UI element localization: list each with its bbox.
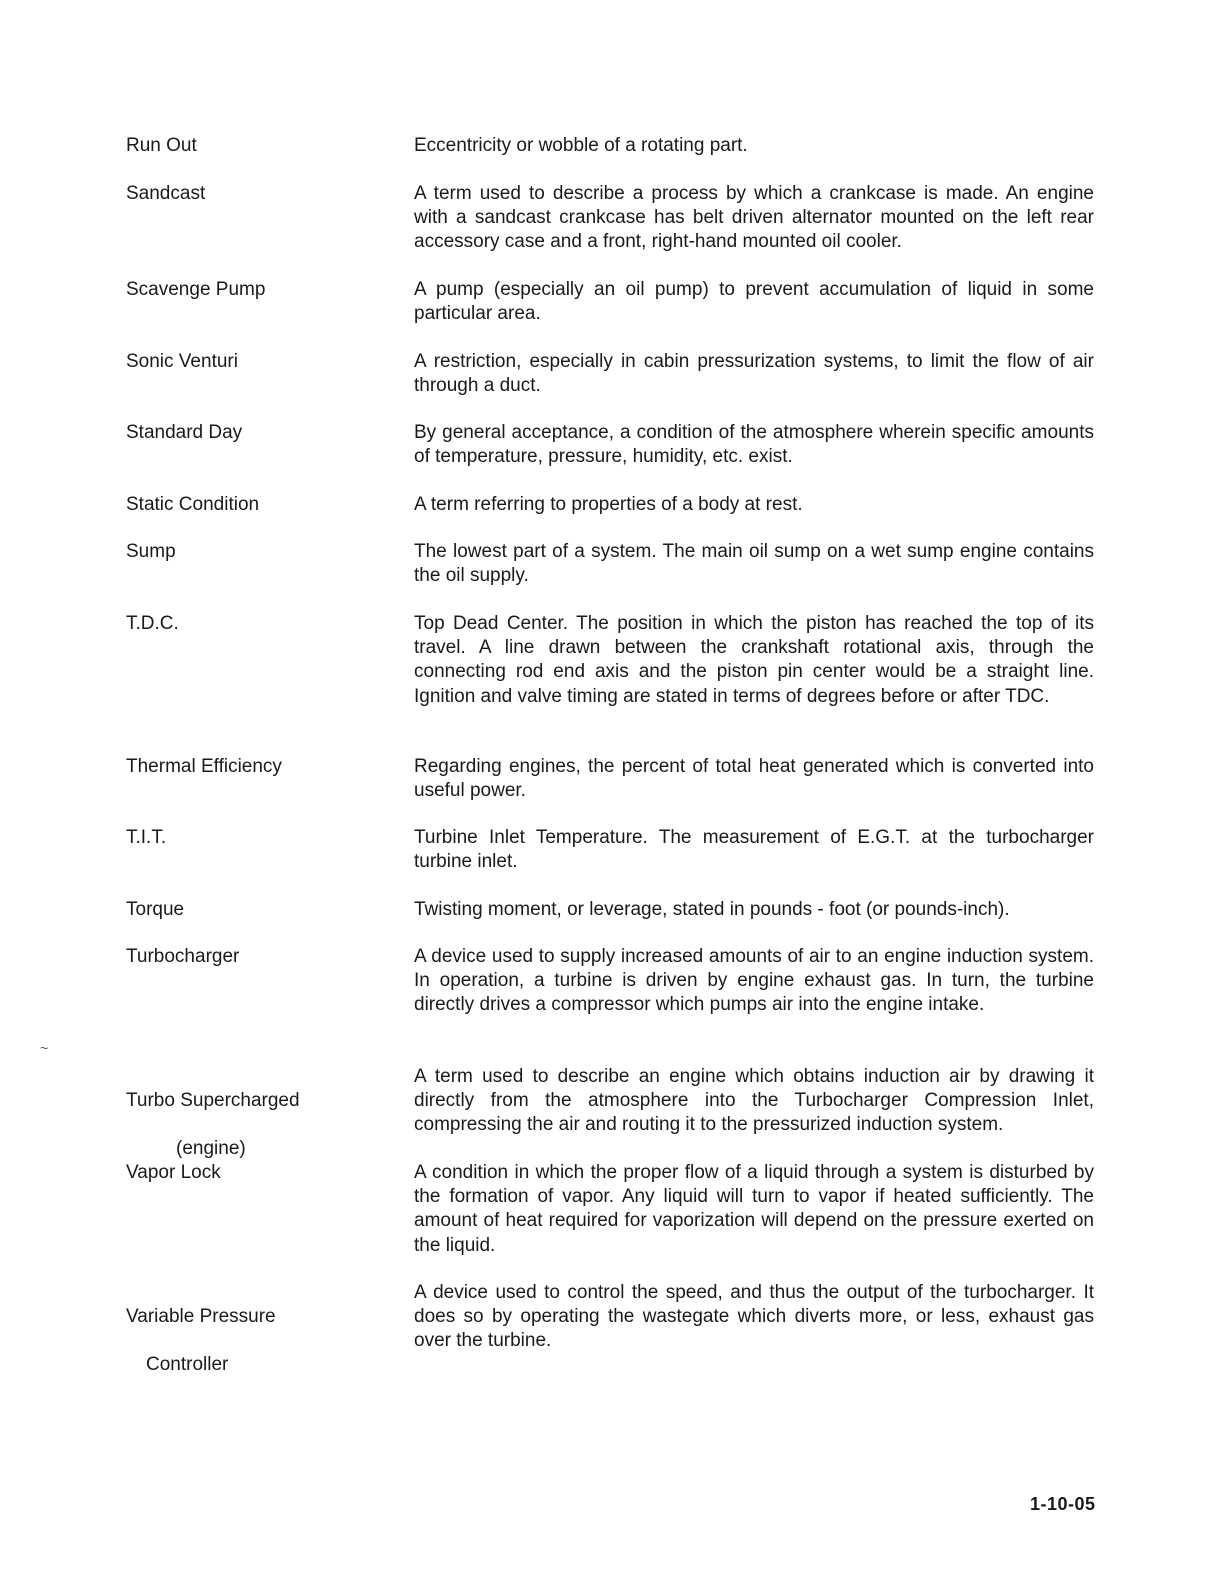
glossary-term: T.D.C.	[126, 613, 179, 634]
glossary-term: Sonic Venturi	[126, 351, 238, 372]
stray-mark: ~	[40, 1040, 49, 1056]
glossary-definition: A pump (especially an oil pump) to prevent accumulation of liquid in some particular area.	[414, 279, 1094, 325]
glossary-definition: Turbine Inlet Temperature. The measurement of E.G.T. at the turbocharger turbine inlet.	[414, 827, 1094, 873]
glossary-term: T.I.T.	[126, 827, 167, 848]
glossary-definition: By general acceptance, a condition of the atmosphere wherein specific amounts of temperature, pressure, humidity, etc. exist.	[414, 422, 1094, 468]
page-number: 1-10-05	[1030, 1494, 1096, 1514]
glossary-term: Sandcast	[126, 183, 206, 204]
glossary-term: Static Condition	[126, 494, 260, 515]
glossary-definition: Eccentricity or wobble of a rotating part.	[414, 135, 748, 156]
glossary-term: Torque	[126, 899, 185, 920]
glossary-definition: A restriction, especially in cabin pressurization systems, to limit the flow of air through a duct.	[414, 351, 1094, 397]
glossary-term: Sump	[126, 541, 176, 562]
glossary-definition: A term used to describe a process by which a crankcase is made. An engine with a sandcast crankcase has belt driven alternator mounted on the left rear accessory case and a front, right-hand mounted oil cooler.	[414, 183, 1094, 253]
glossary-definition: Twisting moment, or leverage, stated in pounds - foot (or pounds-inch).	[414, 899, 1010, 920]
glossary-definition: Regarding engines, the percent of total heat generated which is converted into useful power.	[414, 756, 1094, 802]
glossary-term-sub: Controller	[146, 1354, 229, 1375]
glossary-definition: A device used to control the speed, and thus the output of the turbocharger. It does so by operating the wastegate which diverts more, or less, exhaust gas over the turbine.	[414, 1282, 1094, 1352]
glossary-definition: The lowest part of a system. The main oil sump on a wet sump engine contains the oil supply.	[414, 541, 1094, 587]
glossary-term-sub: (engine)	[176, 1138, 246, 1159]
glossary-term: Run Out	[126, 135, 197, 156]
glossary-term: Turbocharger	[126, 946, 240, 967]
glossary-definition: A device used to supply increased amounts of air to an engine induction system. In operation, a turbine is driven by engine exhaust gas. In turn, the turbine directly drives a compressor which pumps air into the engine intake.	[414, 946, 1094, 1016]
glossary-term: Thermal Efficiency	[126, 756, 282, 777]
glossary-definition: A term referring to properties of a body at rest.	[414, 494, 803, 515]
glossary-definition: Top Dead Center. The position in which the piston has reached the top of its travel. A line drawn between the crankshaft rotational axis, through the connecting rod end axis and the piston pin center would be a straight line. Ignition and valve timing are stated in terms of degrees before or after TDC.	[414, 613, 1094, 707]
glossary-term-main: Turbo Supercharged	[126, 1090, 300, 1111]
glossary-term: Vapor Lock	[126, 1162, 221, 1183]
glossary-definition: A condition in which the proper flow of a liquid through a system is disturbed by the formation of vapor. Any liquid will turn to vapor if heated sufficiently. The amount of heat required for vaporization will depend on the pressure exerted on the liquid.	[414, 1162, 1094, 1256]
glossary-term	[126, 1281, 386, 1401]
glossary-definition: A term used to describe an engine which obtains induction air by drawing it directly from the atmosphere into the Turbocharger Compression Inlet, compressing the air and routing it to the pressurized induction system.	[414, 1066, 1094, 1136]
glossary-term: Standard Day	[126, 422, 243, 443]
glossary-term: Scavenge Pump	[126, 279, 266, 300]
glossary-term-main: Variable Pressure	[126, 1306, 276, 1327]
